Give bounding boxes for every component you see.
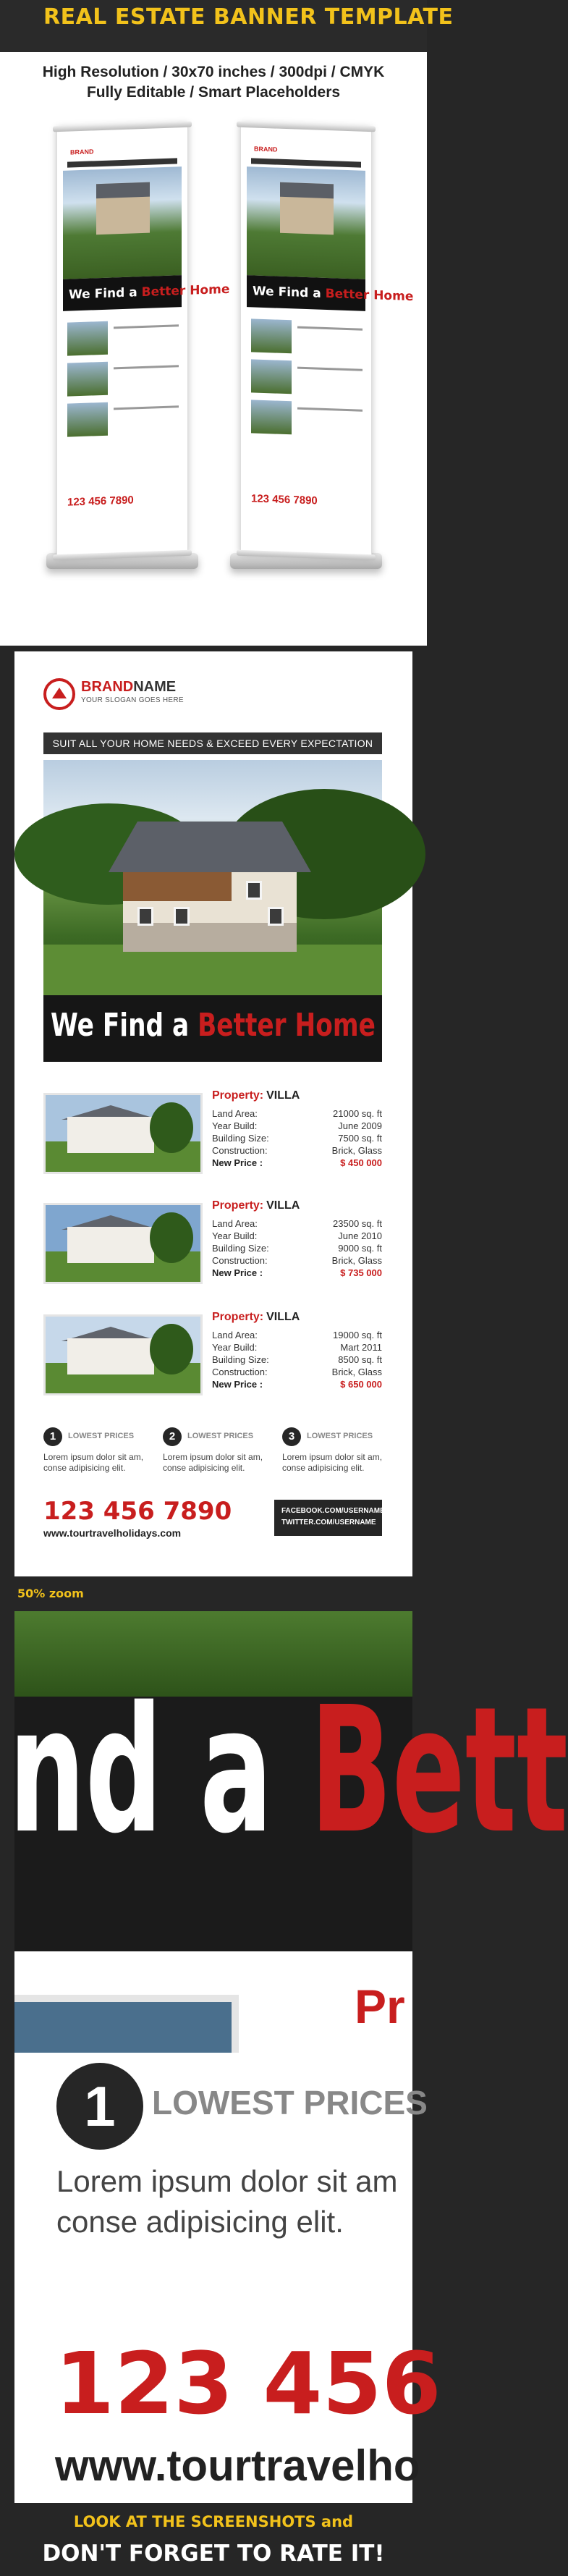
spec-key: Year Build: (212, 1342, 258, 1353)
page-title: REAL ESTATE BANNER TEMPLATE (43, 4, 454, 30)
property-label: Property: (212, 1311, 264, 1323)
website-url: www.tourtravelholidays.com (43, 1527, 182, 1539)
mini-text-line (297, 407, 363, 412)
spec-key: Year Build: (212, 1230, 258, 1241)
feature-number: 2 (163, 1427, 182, 1446)
brand-name (81, 679, 176, 696)
photo-house (67, 1117, 154, 1153)
brand-name-first: BRAND (81, 679, 134, 695)
mini-text-line (297, 326, 363, 331)
zoom-property-photo (14, 1995, 239, 2053)
feature-title: LOWEST PRICES (307, 1432, 373, 1440)
feature-title: LOWEST PRICES (187, 1432, 254, 1440)
property-label: Property: (212, 1089, 264, 1102)
spec-key: Year Build: (212, 1120, 258, 1131)
property-type: VILLA (266, 1311, 300, 1323)
mini-text-line (114, 405, 179, 410)
feature-text: Lorem ipsum dolor sit am, conse adipisicing elit. (282, 1452, 383, 1473)
zoom-feature-text (56, 2161, 398, 2242)
page-footer (0, 2503, 427, 2576)
footer-line-2: DON'T FORGET TO RATE IT! (42, 2541, 385, 2567)
zoom-feature-line: Lorem ipsum dolor sit am (56, 2164, 398, 2198)
brand-slogan: YOUR SLOGAN GOES HERE (81, 696, 184, 704)
zoom-property-detail (14, 1951, 412, 2053)
mini-thumb (67, 321, 108, 356)
spec-key: Building Size: (212, 1243, 269, 1254)
property-photo (43, 1203, 203, 1284)
spec-value: 9000 sq. ft (338, 1243, 382, 1254)
house-window (137, 907, 153, 926)
brand-logo-icon (43, 678, 75, 710)
tagline-bar: SUIT ALL YOUR HOME NEEDS & EXCEED EVERY EXPECTATION (43, 732, 382, 754)
property-title (212, 1311, 300, 1324)
mini-thumb (67, 402, 108, 437)
feature-number: 1 (43, 1427, 62, 1446)
spec-value: Brick, Glass (331, 1255, 382, 1266)
mini-phone: 123 456 7890 (251, 492, 318, 507)
price-label: New Price : (212, 1267, 263, 1278)
zoom-phone: 123 456 (55, 2334, 441, 2433)
mini-house (96, 182, 150, 235)
stand-top-bar (237, 122, 376, 132)
headline-strip (43, 995, 382, 1062)
zoom-headline-detail (9, 1611, 568, 1951)
spec-value: Brick, Glass (331, 1367, 382, 1377)
zoom-headline-white: nd a (9, 1669, 310, 1872)
hero-house-photo (43, 760, 382, 995)
mini-thumb (67, 362, 108, 397)
footer-line-1: LOOK AT THE SCREENSHOTS and (73, 2513, 354, 2530)
photo-house (67, 1338, 154, 1374)
zoom-feature-title: LOWEST PRICES (152, 2084, 428, 2121)
mini-brand: BRAND (254, 145, 278, 153)
spec-key: Land Area: (212, 1108, 258, 1119)
price-value: $ 735 000 (340, 1267, 382, 1278)
stand-top-bar (53, 122, 192, 132)
property-card (43, 1307, 382, 1405)
spec-line: High Resolution / 30x70 inches / 300dpi / CMYK (42, 64, 385, 80)
mini-headline-red: Better Home (325, 286, 414, 305)
stand-preview (0, 110, 427, 646)
house-stone-base (123, 923, 297, 952)
headline-white: We Find a (51, 1007, 198, 1044)
spec-value: June 2010 (338, 1230, 382, 1241)
mini-text-line (114, 324, 179, 329)
mini-tagline-bar (67, 158, 177, 167)
spec-key: Building Size: (212, 1133, 269, 1144)
mini-thumb (251, 359, 292, 394)
spec-value: 19000 sq. ft (333, 1330, 382, 1340)
property-type: VILLA (266, 1089, 300, 1102)
property-title (212, 1199, 300, 1212)
feature-line: Fully Editable / Smart Placeholders (86, 84, 341, 101)
spec-value: 7500 sq. ft (338, 1133, 382, 1144)
zoom-contact-detail (14, 2053, 441, 2503)
social-box (274, 1500, 385, 1536)
property-card (43, 1196, 382, 1293)
house-window (174, 907, 190, 926)
spec-value: 21000 sq. ft (333, 1108, 382, 1119)
photo-tree (150, 1102, 193, 1153)
spec-panel (0, 52, 427, 110)
mini-phone: 123 456 7890 (67, 494, 134, 509)
house-window (246, 881, 262, 900)
photo-tree (150, 1324, 193, 1374)
mini-banner-right (247, 138, 414, 540)
zoom-feature-number: 1 (56, 2063, 143, 2150)
property-type: VILLA (266, 1199, 300, 1212)
headline-red: Better Home (198, 1007, 376, 1044)
photo-tree (150, 1212, 193, 1263)
zoom-headline (9, 1669, 568, 1872)
price-label: New Price : (212, 1157, 263, 1168)
mini-tagline-bar (251, 158, 361, 167)
mini-thumb (251, 318, 292, 353)
mini-text-line (297, 367, 363, 371)
spec-key: Construction: (212, 1255, 268, 1266)
house-roof (109, 822, 311, 872)
property-photo (43, 1314, 203, 1395)
property-label: Property: (212, 1199, 264, 1212)
spec-key: Land Area: (212, 1330, 258, 1340)
mini-text-line (114, 365, 179, 369)
facebook-handle: FACEBOOK.COM/USERNAME (281, 1507, 385, 1515)
property-card (43, 1086, 382, 1183)
property-title (212, 1089, 300, 1102)
spec-key: Land Area: (212, 1218, 258, 1229)
phone-number: 123 456 7890 (43, 1497, 232, 1526)
house-window (268, 907, 284, 926)
headline (51, 1007, 376, 1044)
spec-key: Building Size: (212, 1354, 269, 1365)
page-header (0, 0, 454, 52)
price-value: $ 650 000 (340, 1379, 382, 1390)
mini-headline-red: Better Home (141, 282, 230, 300)
mini-headline-strip (247, 275, 414, 311)
spec-key: Construction: (212, 1145, 268, 1156)
brand-name-second: NAME (133, 679, 177, 695)
rollup-stand-left (56, 124, 230, 558)
house-wood-panel (123, 872, 232, 901)
feature-title: LOWEST PRICES (68, 1432, 135, 1440)
hero-house (109, 822, 311, 959)
mini-headline-white: We Find a (253, 284, 326, 301)
zoom-property-fragment: Pr (355, 1980, 405, 2033)
mini-headline-strip (63, 275, 230, 311)
twitter-handle: TWITTER.COM/USERNAME (281, 1519, 376, 1526)
mini-brand: BRAND (70, 148, 94, 156)
spec-value: 23500 sq. ft (333, 1218, 382, 1229)
mini-thumb (251, 400, 292, 434)
spec-value: Brick, Glass (331, 1145, 382, 1156)
zoom-url: www.tourtravelho (55, 2441, 420, 2490)
price-label: New Price : (212, 1379, 263, 1390)
zoom-feature-line: conse adipisicing elit. (56, 2205, 344, 2239)
rollup-stand-right (240, 124, 414, 558)
spec-value: 8500 sq. ft (338, 1354, 382, 1365)
spec-value: June 2009 (338, 1120, 382, 1131)
feature-number: 3 (282, 1427, 301, 1446)
price-value: $ 450 000 (340, 1157, 382, 1168)
property-photo (43, 1093, 203, 1174)
mini-headline-white: We Find a (69, 285, 142, 303)
feature-text: Lorem ipsum dolor sit am, conse adipisicing elit. (163, 1452, 263, 1473)
spec-key: Construction: (212, 1367, 268, 1377)
spec-value: Mart 2011 (340, 1342, 382, 1353)
zoom-label: 50% zoom (17, 1587, 84, 1600)
photo-house (67, 1227, 154, 1263)
feature-text: Lorem ipsum dolor sit am, conse adipisicing elit. (43, 1452, 144, 1473)
zoom-headline-red: Bett (310, 1669, 568, 1872)
mini-house (280, 182, 334, 235)
mini-banner-left (63, 138, 230, 540)
